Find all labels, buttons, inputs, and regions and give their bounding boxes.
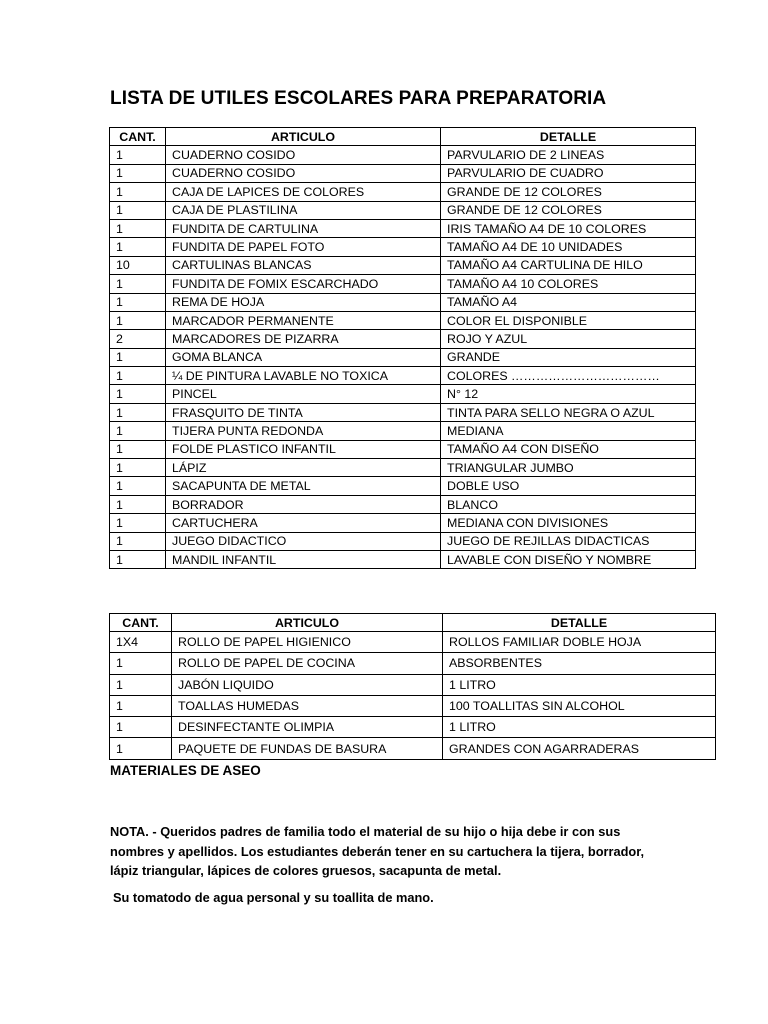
- cell-detalle: TINTA PARA SELLO NEGRA O AZUL: [441, 403, 696, 421]
- cell-cant: 1: [110, 477, 166, 495]
- cell-cant: 1: [110, 348, 166, 366]
- cell-detalle: IRIS TAMAÑO A4 DE 10 COLORES: [441, 219, 696, 237]
- cell-cant: 1: [110, 385, 166, 403]
- cell-articulo: MARCADOR PERMANENTE: [166, 311, 441, 329]
- cell-detalle: ABSORBENTES: [443, 653, 716, 674]
- table-row: [110, 164, 696, 182]
- cell-cant: 1: [110, 201, 166, 219]
- cell-detalle: TAMAÑO A4 DE 10 UNIDADES: [441, 238, 696, 256]
- cell-cant: 1: [110, 514, 166, 532]
- header-cant: CANT.: [110, 128, 166, 146]
- cell-cant: 1: [110, 403, 166, 421]
- cell-cant: 1: [110, 653, 172, 674]
- table-row: [110, 674, 716, 695]
- cell-articulo: TOALLAS HUMEDAS: [172, 695, 443, 716]
- cell-articulo: PINCEL: [166, 385, 441, 403]
- section-title-cleaning: MATERIALES DE ASEO: [110, 763, 261, 778]
- cell-cant: 1: [110, 219, 166, 237]
- cell-detalle: MEDIANA: [441, 422, 696, 440]
- table-row: [110, 219, 696, 237]
- cell-cant: 1: [110, 459, 166, 477]
- cell-cant: 1: [110, 275, 166, 293]
- cell-articulo: BORRADOR: [166, 495, 441, 513]
- cell-articulo: CARTUCHERA: [166, 514, 441, 532]
- table-row: [110, 632, 716, 653]
- table-row: [110, 514, 696, 532]
- cell-articulo: MANDIL INFANTIL: [166, 550, 441, 568]
- cell-detalle: COLORES ………………………………: [441, 367, 696, 385]
- header-cant: CANT.: [110, 614, 172, 632]
- table-header-row: [110, 614, 716, 632]
- cell-cant: 10: [110, 256, 166, 274]
- cell-articulo: CUADERNO COSIDO: [166, 164, 441, 182]
- cell-articulo: PAQUETE DE FUNDAS DE BASURA: [172, 738, 443, 759]
- table-row: [110, 330, 696, 348]
- cell-cant: 2: [110, 330, 166, 348]
- header-articulo: ARTICULO: [166, 128, 441, 146]
- cell-cant: 1: [110, 146, 166, 164]
- cell-articulo: CAJA DE LAPICES DE COLORES: [166, 183, 441, 201]
- table-row: [110, 183, 696, 201]
- cell-articulo: FOLDE PLASTICO INFANTIL: [166, 440, 441, 458]
- table-row: [110, 385, 696, 403]
- cell-cant: 1: [110, 495, 166, 513]
- table-row: [110, 348, 696, 366]
- table-row: [110, 403, 696, 421]
- cell-articulo: ¼ DE PINTURA LAVABLE NO TOXICA: [166, 367, 441, 385]
- table-row: [110, 550, 696, 568]
- cell-detalle: TRIANGULAR JUMBO: [441, 459, 696, 477]
- cell-cant: 1: [110, 738, 172, 759]
- school-supplies-table: [109, 127, 696, 569]
- cell-cant: 1X4: [110, 632, 172, 653]
- cell-articulo: TIJERA PUNTA REDONDA: [166, 422, 441, 440]
- table-row: [110, 293, 696, 311]
- cell-detalle: TAMAÑO A4 CARTULINA DE HILO: [441, 256, 696, 274]
- cell-detalle: ROLLOS FAMILIAR DOBLE HOJA: [443, 632, 716, 653]
- table-row: [110, 146, 696, 164]
- cell-articulo: ROLLO DE PAPEL HIGIENICO: [172, 632, 443, 653]
- cell-articulo: FUNDITA DE FOMIX ESCARCHADO: [166, 275, 441, 293]
- cell-cant: 1: [110, 532, 166, 550]
- cell-detalle: 1 LITRO: [443, 674, 716, 695]
- cell-articulo: JUEGO DIDACTICO: [166, 532, 441, 550]
- cell-cant: 1: [110, 367, 166, 385]
- cell-detalle: N° 12: [441, 385, 696, 403]
- cell-detalle: PARVULARIO DE 2 LINEAS: [441, 146, 696, 164]
- cell-articulo: FUNDITA DE PAPEL FOTO: [166, 238, 441, 256]
- cell-detalle: GRANDE: [441, 348, 696, 366]
- cell-detalle: PARVULARIO DE CUADRO: [441, 164, 696, 182]
- cell-detalle: ROJO Y AZUL: [441, 330, 696, 348]
- cell-detalle: JUEGO DE REJILLAS DIDACTICAS: [441, 532, 696, 550]
- cell-articulo: FUNDITA DE CARTULINA: [166, 219, 441, 237]
- cell-detalle: MEDIANA CON DIVISIONES: [441, 514, 696, 532]
- cleaning-supplies-table: [109, 613, 716, 760]
- table-row: [110, 440, 696, 458]
- table-header-row: [110, 128, 696, 146]
- cell-cant: 1: [110, 674, 172, 695]
- table-row: [110, 495, 696, 513]
- cell-detalle: BLANCO: [441, 495, 696, 513]
- table-row: [110, 201, 696, 219]
- table-row: [110, 256, 696, 274]
- cell-articulo: MARCADORES DE PIZARRA: [166, 330, 441, 348]
- cell-detalle: TAMAÑO A4: [441, 293, 696, 311]
- note-secondary: Su tomatodo de agua personal y su toallita de mano.: [113, 890, 434, 905]
- header-articulo: ARTICULO: [172, 614, 443, 632]
- table-row: [110, 695, 716, 716]
- header-detalle: DETALLE: [443, 614, 716, 632]
- cell-cant: 1: [110, 238, 166, 256]
- cell-articulo: DESINFECTANTE OLIMPIA: [172, 717, 443, 738]
- cell-detalle: GRANDE DE 12 COLORES: [441, 201, 696, 219]
- header-detalle: DETALLE: [441, 128, 696, 146]
- cell-articulo: SACAPUNTA DE METAL: [166, 477, 441, 495]
- cell-cant: 1: [110, 293, 166, 311]
- cell-detalle: LAVABLE CON DISEÑO Y NOMBRE: [441, 550, 696, 568]
- cell-detalle: GRANDES CON AGARRADERAS: [443, 738, 716, 759]
- cell-cant: 1: [110, 695, 172, 716]
- cell-articulo: GOMA BLANCA: [166, 348, 441, 366]
- cell-cant: 1: [110, 550, 166, 568]
- cell-cant: 1: [110, 183, 166, 201]
- page-title: LISTA DE UTILES ESCOLARES PARA PREPARATORIA: [110, 88, 607, 109]
- table-row: [110, 422, 696, 440]
- cell-articulo: REMA DE HOJA: [166, 293, 441, 311]
- cell-cant: 1: [110, 422, 166, 440]
- cell-cant: 1: [110, 311, 166, 329]
- table-row: [110, 238, 696, 256]
- cell-detalle: 100 TOALLITAS SIN ALCOHOL: [443, 695, 716, 716]
- note-paragraph: NOTA. - Queridos padres de familia todo el material de su hijo o hija debe ir con sus nombres y apellidos. Los estudiantes deberán tener en su cartuchera la tijera, borrador, lápiz triangular, lápices de colores gruesos, sacapunta de metal.: [110, 824, 645, 878]
- table-row: [110, 367, 696, 385]
- cell-cant: 1: [110, 440, 166, 458]
- table-row: [110, 653, 716, 674]
- table-row: [110, 459, 696, 477]
- cell-articulo: CARTULINAS BLANCAS: [166, 256, 441, 274]
- cell-articulo: CAJA DE PLASTILINA: [166, 201, 441, 219]
- cell-detalle: GRANDE DE 12 COLORES: [441, 183, 696, 201]
- cell-articulo: CUADERNO COSIDO: [166, 146, 441, 164]
- cell-articulo: LÁPIZ: [166, 459, 441, 477]
- table-row: [110, 532, 696, 550]
- table-row: [110, 311, 696, 329]
- cell-detalle: COLOR EL DISPONIBLE: [441, 311, 696, 329]
- cell-cant: 1: [110, 717, 172, 738]
- table-row: [110, 275, 696, 293]
- cell-articulo: FRASQUITO DE TINTA: [166, 403, 441, 421]
- table-row: [110, 477, 696, 495]
- cell-detalle: TAMAÑO A4 CON DISEÑO: [441, 440, 696, 458]
- cell-cant: 1: [110, 164, 166, 182]
- table-row: [110, 717, 716, 738]
- cell-detalle: DOBLE USO: [441, 477, 696, 495]
- cell-detalle: TAMAÑO A4 10 COLORES: [441, 275, 696, 293]
- cell-articulo: JABÓN LIQUIDO: [172, 674, 443, 695]
- cell-detalle: 1 LITRO: [443, 717, 716, 738]
- cell-articulo: ROLLO DE PAPEL DE COCINA: [172, 653, 443, 674]
- table-row: [110, 738, 716, 759]
